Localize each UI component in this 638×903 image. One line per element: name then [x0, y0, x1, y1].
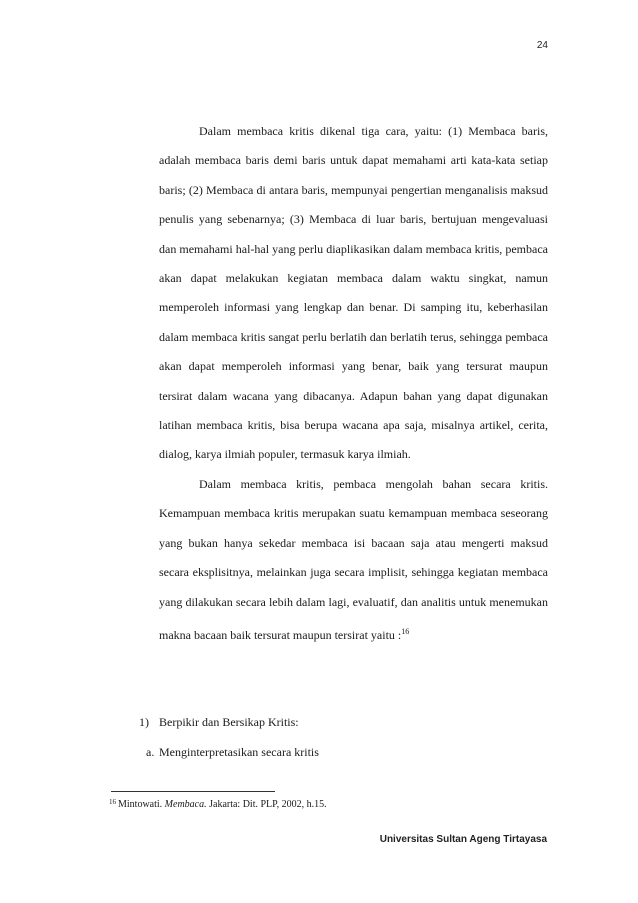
paragraph-critical-reading [159, 470, 548, 650]
paragraph-critical-reading-text: Dalam membaca kritis, pembaca mengolah bahan secara kritis. Kemampuan membaca kritis merupakan suatu kemampuan membaca seseorang yang bukan hanya sekedar membaca isi bacaan saja atau mengerti maksud secara eksplisitnya, melainkan juga secara implisit, sehingga kegiatan membaca yang dilakukan secara lebih dalam lagi, evaluatif, dan analitis untuk menemukan makna bacaan baik tersurat maupun tersirat yaitu : [159, 476, 548, 642]
list-item-number: 1) [139, 715, 149, 729]
list-item-a [146, 738, 319, 767]
footnote-title: Membaca. [164, 799, 207, 810]
list-item-1 [139, 708, 299, 737]
page-number: 24 [536, 40, 548, 51]
footnote-separator [111, 791, 275, 792]
footnote-reference: 16 [401, 626, 410, 636]
footnote-author: Mintowati. [118, 799, 163, 810]
paragraph-reading-methods: Dalam membaca kritis dikenal tiga cara, yaitu: (1) Membaca baris, adalah membaca baris demi baris untuk dapat memahami arti kata-kata setiap baris; (2) Membaca di antara baris, mempunyai pengertian menganalisis maksud penulis yang sebenarnya; (3) Membaca di luar baris, bertujuan mengevaluasi dan memahami hal-hal yang perlu diaplikasikan dalam membaca kritis, pembaca akan dapat melakukan kegiatan membaca dalam waktu singkat, namun memperoleh informasi yang lengkap dan benar. Di samping itu, keberhasilan dalam membaca kritis sangat perlu berlatih dan berlatih terus, sehingga pembaca akan dapat memperoleh informasi yang benar, baik yang tersurat maupun tersirat dalam wacana yang dibacanya. Adapun bahan yang dapat digunakan latihan membaca kritis, bisa berupa wacana apa saja, misalnya artikel, cerita, dialog, karya ilmiah populer, termasuk karya ilmiah. [159, 124, 548, 462]
list-item-text: Berpikir dan Bersikap Kritis: [159, 715, 299, 729]
footnote-publisher: Jakarta: Dit. PLP, 2002, h.15. [209, 799, 327, 810]
footnote-mark: 16 [109, 798, 116, 806]
body-text [159, 117, 548, 650]
list-item-text: Menginterpretasikan secara kritis [159, 745, 319, 759]
footer-institution: Universitas Sultan Ageng Tirtayasa [379, 834, 547, 845]
footnote [109, 798, 327, 810]
list-item-letter: a. [146, 745, 155, 759]
